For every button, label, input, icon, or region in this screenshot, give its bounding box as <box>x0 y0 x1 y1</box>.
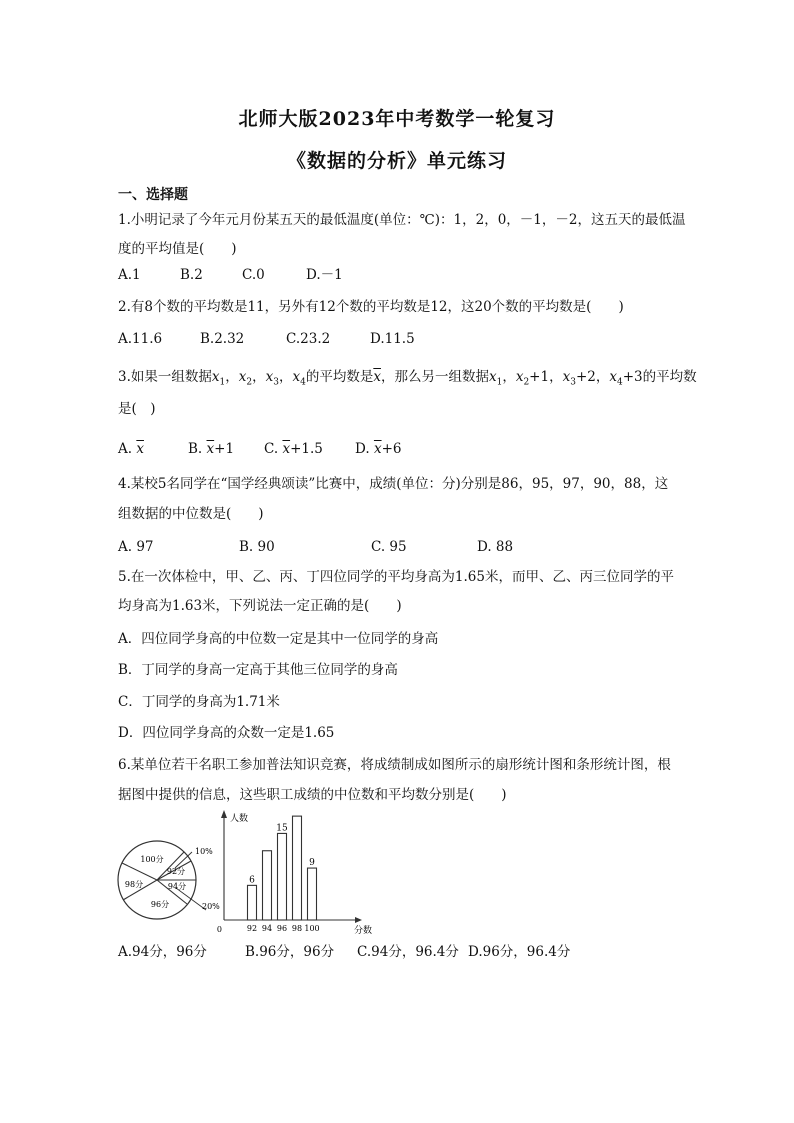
origin-label: 0 <box>216 925 222 934</box>
q1-options <box>118 266 343 284</box>
x4: x <box>292 369 301 385</box>
q1-stem-line2: 度的平均值是( ) <box>118 241 237 257</box>
statistics-figure <box>114 808 384 938</box>
bar-data-label: 9 <box>309 858 315 869</box>
q5-stem-line1: 5.在一次体检中，甲、乙、丙、丁四位同学的平均身高为1.65米，而甲、乙、丙三位同学的平 <box>118 569 674 585</box>
pie-divider <box>122 863 157 880</box>
q1-option-d[interactable]: D.－1 <box>306 267 343 283</box>
q2-option-b[interactable]: B.2.32 <box>200 331 245 347</box>
q4-option-b[interactable]: B. 90 <box>239 539 275 555</box>
x-tick-label: 100 <box>304 924 320 933</box>
bar-92 <box>248 885 257 920</box>
q4-stem-line2: 组数据的中位数是( ) <box>118 506 264 522</box>
q6-option-a[interactable]: A.94分，96分 <box>118 944 207 960</box>
q1-stem-line1: 1.小明记录了今年元月份某五天的最低温度(单位：℃)：1，2，0，－1，－2，这五天的最低温 <box>118 212 686 228</box>
y1: x <box>488 369 497 385</box>
q3-option-a[interactable] <box>118 440 188 458</box>
q1-option-b[interactable]: B.2 <box>180 267 203 283</box>
q5-option-a[interactable]: A．四位同学身高的中位数一定是其中一位同学的身高 <box>118 631 439 647</box>
q4-option-c[interactable]: C. 95 <box>371 539 407 555</box>
bar-94 <box>263 851 272 920</box>
y2: x <box>515 369 524 385</box>
y3: x <box>562 369 571 385</box>
q5-stem-line2: 均身高为1.63米，下列说法一定正确的是( ) <box>118 598 402 614</box>
x3: x <box>265 369 274 385</box>
q1-option-c[interactable]: C.0 <box>242 267 265 283</box>
q3-d-xbar: $\overline{x}$ <box>373 441 382 457</box>
q6-stem-line1: 6.某单位若干名职工参加普法知识竞赛，将成绩制成如图所示的扇形统计图和条形统计图，根 <box>118 757 671 773</box>
page-title: 北师大版2023年中考数学一轮复习 <box>238 108 556 130</box>
q3-stem-pre: 3.如果一组数据 <box>118 369 212 385</box>
q3-options <box>118 440 401 458</box>
q3-d-suffix: +6 <box>381 441 402 457</box>
q5-option-b[interactable]: B．丁同学的身高一定高于其他三位同学的身高 <box>118 662 398 678</box>
q2-option-d[interactable]: D.11.5 <box>370 331 415 347</box>
q3-b-label: B. <box>188 441 203 457</box>
y4: x <box>609 369 617 385</box>
q3-stem-post: 的平均数 <box>642 369 697 385</box>
q2-options <box>118 330 415 348</box>
y-axis-label: 人数 <box>230 814 249 824</box>
pie-label-92: 92分 <box>166 867 186 876</box>
q3-stem-line2: 是( ) <box>118 401 156 417</box>
q2-stem: 2.有8个数的平均数是11，另外有12个数的平均数是12，这20个数的平均数是( ) <box>118 299 624 315</box>
q4-options <box>118 538 513 556</box>
bar-data-label: 15 <box>276 823 288 834</box>
pie-chart <box>118 841 220 919</box>
q6-stem-line2: 据图中提供的信息，这些职工成绩的中位数和平均数分别是( ) <box>118 787 507 803</box>
x2: x <box>238 369 247 385</box>
pie-label-100: 100分 <box>140 855 164 864</box>
x-tick-label: 94 <box>261 924 273 933</box>
x-tick-label: 96 <box>276 924 288 933</box>
q3-a-label: A. <box>118 441 133 457</box>
q3-stem-mid2: ，那么另一组数据 <box>380 369 489 385</box>
q4-stem-line1: 4.某校5名同学在“国学经典颂读”比赛中，成绩(单位：分)分别是86，95，97，90，88，这 <box>118 476 669 492</box>
bar-100 <box>308 868 317 920</box>
q3-b-suffix: +1 <box>214 441 235 457</box>
q3-c-xbar: $\overline{x}$ <box>282 441 291 457</box>
q6-option-b[interactable]: B.96分，96分 <box>245 944 335 960</box>
pie-label-98: 98分 <box>124 880 144 889</box>
pie-annotation-10: 10% <box>195 847 213 856</box>
bar-98 <box>293 816 302 920</box>
q3-option-d[interactable] <box>355 440 401 458</box>
q3-a-xbar: $\overline{x}$ <box>136 441 144 457</box>
q2-option-c[interactable]: C.23.2 <box>286 331 331 347</box>
pie-label-96: 96分 <box>150 900 170 909</box>
q3-stem-line1: 3.如果一组数据$x_1$，$x_2$，$x_3$，$x_4$的平均数是$\overline{x}$，那么另一组数据$x_1$，$x_2+1$，$x_3+2$，$x_4+3$的平均数 <box>118 369 697 388</box>
q5-option-d[interactable]: D．四位同学身高的众数一定是1.65 <box>118 725 335 741</box>
q3-option-b[interactable] <box>188 440 264 458</box>
q3-stem-mid: 的平均数是 <box>305 369 374 385</box>
q3-option-c[interactable] <box>264 440 355 458</box>
bar-data-label: 6 <box>249 875 255 886</box>
q1-option-a[interactable]: A.1 <box>118 267 141 283</box>
q3-c-suffix: +1.5 <box>290 441 323 457</box>
bar-chart <box>217 810 372 936</box>
q2-option-a[interactable]: A.11.6 <box>118 331 163 347</box>
bar-96 <box>278 833 287 920</box>
section-heading: 一、选择题 <box>118 187 188 203</box>
q3-b-xbar: $\overline{x}$ <box>206 441 215 457</box>
q5-option-c[interactable]: C．丁同学的身高为1.71米 <box>118 694 280 710</box>
pie-label-94: 94分 <box>167 882 187 891</box>
q4-option-a[interactable]: A. 97 <box>118 539 154 555</box>
q3-d-label: D. <box>355 441 370 457</box>
pie-annotation-20: 20% <box>202 902 220 911</box>
page-subtitle: 《数据的分析》单元练习 <box>286 150 507 172</box>
q4-option-d[interactable]: D. 88 <box>477 539 514 555</box>
bar-series <box>247 816 320 933</box>
x-bar: $\overline{x}$ <box>373 369 381 385</box>
x-axis-arrow <box>355 917 362 923</box>
q6-option-c[interactable]: C.94分，96.4分 <box>357 944 459 960</box>
q6-option-d[interactable]: D.96分，96.4分 <box>468 944 571 960</box>
x-axis-label: 分数 <box>354 926 373 936</box>
x1: x <box>211 369 220 385</box>
q6-options <box>118 943 570 961</box>
x-tick-label: 98 <box>291 924 303 933</box>
q3-c-label: C. <box>264 441 279 457</box>
x-tick-label: 92 <box>246 924 258 933</box>
y-axis-arrow <box>221 810 227 818</box>
